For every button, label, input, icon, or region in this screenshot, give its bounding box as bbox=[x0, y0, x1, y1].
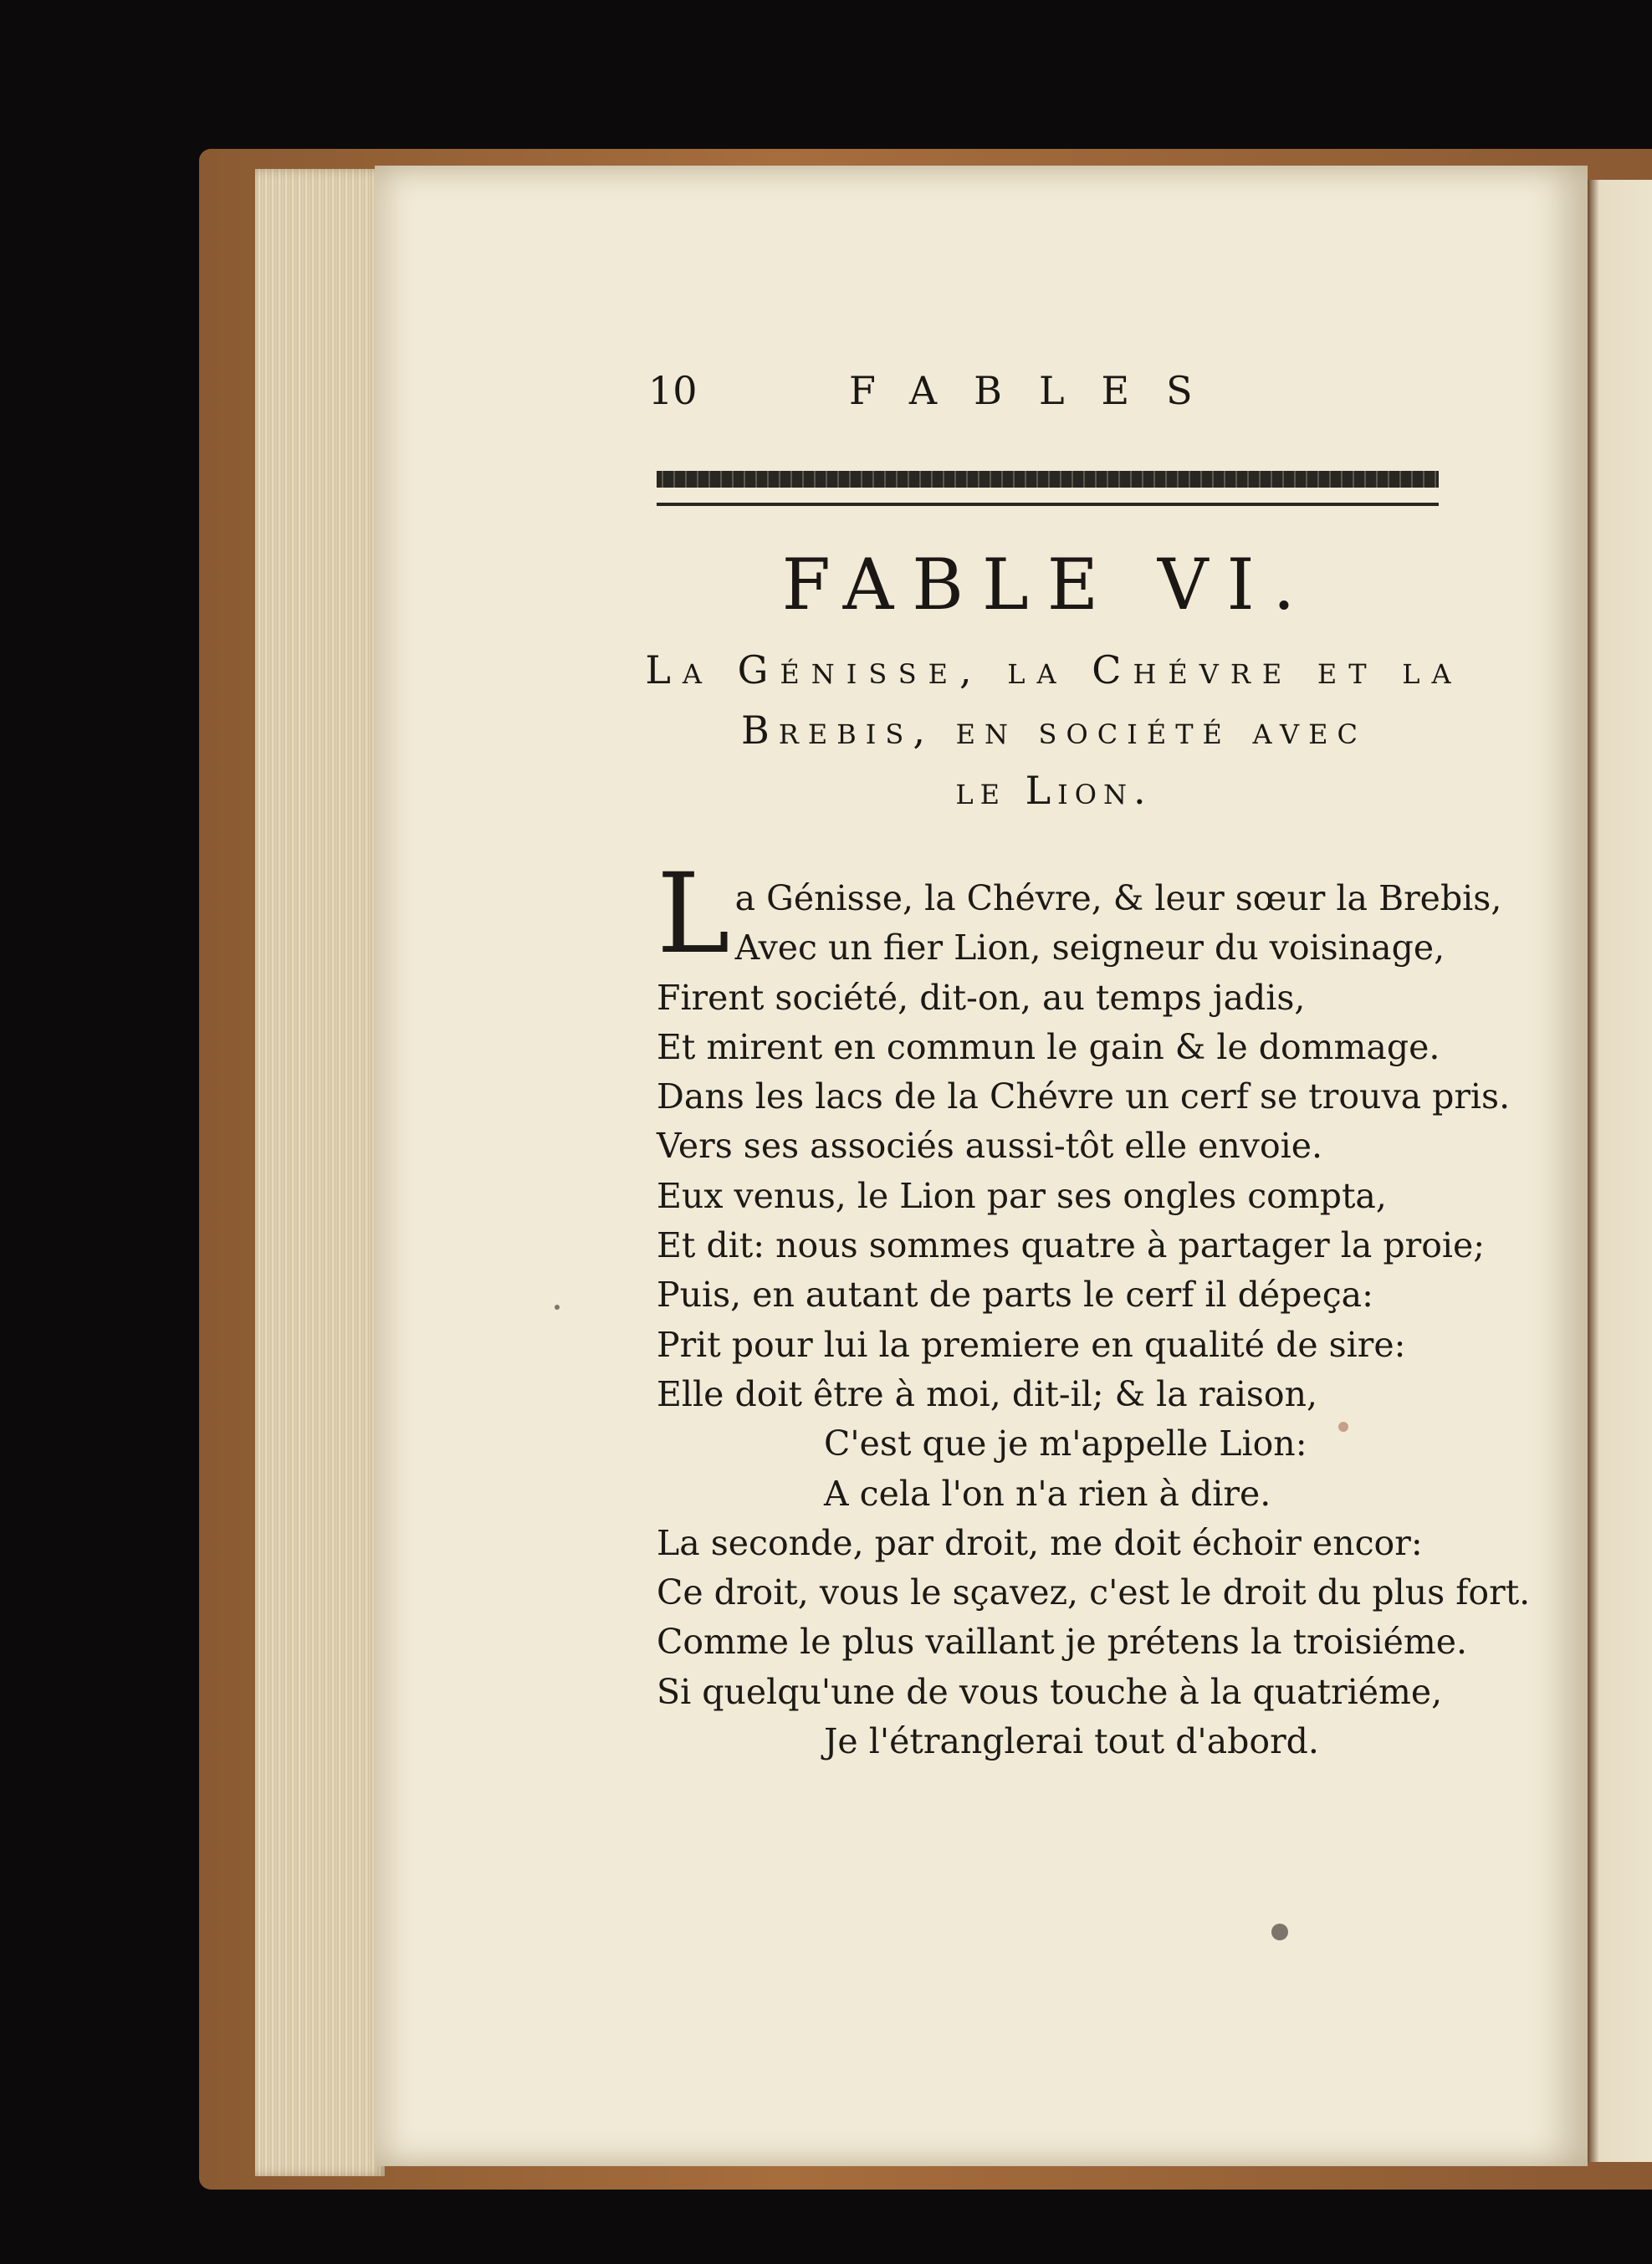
verse-line: Avec un fier Lion, seigneur du voisinage, bbox=[734, 928, 1445, 968]
subtitle-line: le Lion. bbox=[955, 768, 1153, 813]
facing-page-edge bbox=[1588, 180, 1652, 2162]
page-number: 10 bbox=[648, 368, 698, 413]
paper-speck bbox=[1338, 1422, 1348, 1432]
verse-line: A cela l'on n'a rien à dire. bbox=[824, 1473, 1271, 1514]
verse-line: Eux venus, le Lion par ses ongles compta, bbox=[657, 1175, 1387, 1216]
subtitle-line: Brebis, en société avec bbox=[741, 708, 1367, 753]
verse-line: C'est que je m'appelle Lion: bbox=[824, 1423, 1307, 1464]
drop-cap: L bbox=[657, 850, 730, 979]
ornamental-rule bbox=[657, 471, 1439, 488]
verse-line: a Génisse, la Chévre, & leur sœur la Brebis, bbox=[734, 878, 1502, 918]
verse-line: Je l'étranglerai tout d'abord. bbox=[824, 1721, 1319, 1762]
page-edges bbox=[255, 169, 385, 2176]
verse-line: Elle doit être à moi, dit-il; & la raison, bbox=[657, 1373, 1318, 1414]
verse-line: Et mirent en commun le gain & le dommage. bbox=[657, 1026, 1440, 1067]
subtitle-line: La Génisse, la Chévre et la bbox=[645, 647, 1463, 692]
thin-rule bbox=[657, 503, 1439, 506]
verse-line: Puis, en autant de parts le cerf il dépeça: bbox=[657, 1275, 1373, 1316]
verse-line: Vers ses associés aussi-tôt elle envoie. bbox=[657, 1126, 1323, 1167]
paper-speck bbox=[1271, 1924, 1288, 1940]
fable-subtitle bbox=[644, 640, 1464, 820]
running-title: FABLES bbox=[849, 368, 1230, 413]
running-head bbox=[648, 368, 1267, 427]
verse-line: Ce droit, vous le sçavez, c'est le droit du plus fort. bbox=[657, 1572, 1531, 1613]
verse-line: Comme le plus vaillant je prétens la troisiéme. bbox=[657, 1622, 1468, 1663]
verse-line: Prit pour lui la premiere en qualité de sire: bbox=[657, 1324, 1406, 1365]
paper-speck bbox=[555, 1305, 560, 1310]
verse-line: Firent société, dit-on, au temps jadis, bbox=[657, 977, 1306, 1018]
poem-body bbox=[657, 850, 1531, 1766]
verse-line: Si quelqu'une de vous touche à la quatriéme, bbox=[657, 1671, 1443, 1712]
fable-title: FABLE VI. bbox=[781, 544, 1314, 626]
verse-line: La seconde, par droit, me doit échoir encor: bbox=[657, 1522, 1423, 1563]
verse-line: Dans les lacs de la Chévre un cerf se trouva pris. bbox=[657, 1076, 1511, 1117]
verse-line: Et dit: nous sommes quatre à partager la proie; bbox=[657, 1225, 1486, 1266]
